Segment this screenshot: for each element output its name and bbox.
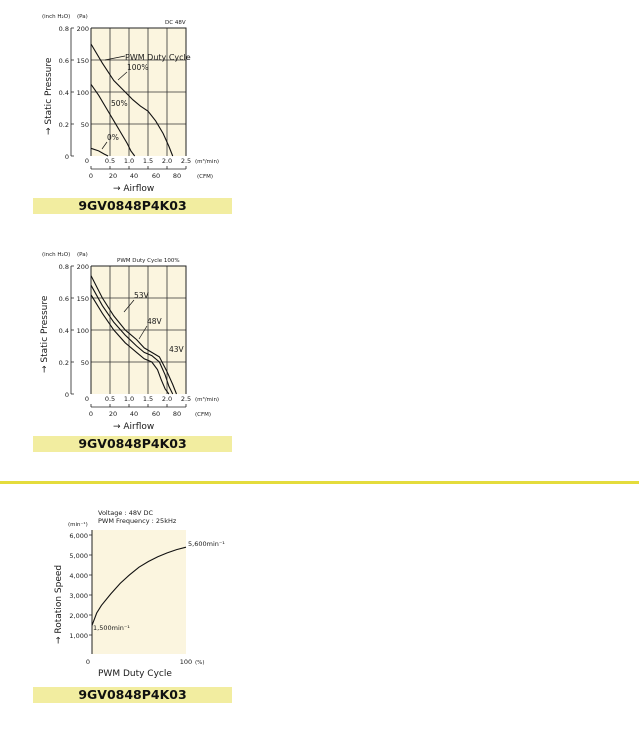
- y-tick: 1,000: [69, 632, 88, 640]
- model-label: 9GV0848P4K03: [33, 198, 232, 214]
- y-tick-pa: 200: [76, 263, 89, 271]
- x-tick-m3: 0.5: [104, 395, 116, 403]
- plot-area: [92, 530, 186, 654]
- y-tick: 5,000: [69, 552, 88, 560]
- voltage-note: DC 48V: [165, 20, 186, 26]
- y-tick-pa: 100: [76, 327, 89, 335]
- x-unit-m3: (m³/min): [195, 159, 220, 165]
- chart-1: [42, 14, 219, 194]
- x-ticks-cfm: [89, 410, 181, 418]
- x-tick-cfm: 0: [88, 172, 94, 180]
- y-tick-pa: 50: [80, 121, 89, 129]
- model-label: 9GV0848P4K03: [33, 687, 232, 703]
- y-tick-inch: 0: [64, 391, 69, 399]
- units-y: (min⁻¹): [68, 522, 88, 528]
- x-axis-title: → Airflow: [113, 422, 155, 432]
- frequency-note: PWM Frequency : 25kHz: [98, 517, 177, 525]
- x-unit-cfm: (CFM): [197, 174, 214, 180]
- y-tick-inch: 0.2: [58, 121, 69, 129]
- cfm-axis: [91, 166, 186, 169]
- cfm-axis: [91, 404, 186, 407]
- x-tick-m3: 1.5: [142, 157, 154, 165]
- x-tick-cfm: 0: [88, 410, 94, 418]
- series-label-43v: 43V: [169, 345, 184, 354]
- annotation-min-speed: 1,500min⁻¹: [93, 624, 130, 632]
- series-label-100: 100%: [127, 63, 149, 72]
- chart-title: PWM Duty Cycle 100%: [117, 258, 180, 264]
- x-tick: 0: [85, 658, 91, 666]
- y-tick-pa: 50: [80, 359, 89, 367]
- y-tick-inch: 0.4: [58, 89, 69, 97]
- y-tick: 4,000: [69, 572, 88, 580]
- series-label-53v: 53V: [134, 291, 149, 300]
- y-tick-inch: 0.2: [58, 359, 69, 367]
- y-ticks: [59, 25, 89, 161]
- x-tick-m3: 2.0: [161, 157, 173, 165]
- y-tick: 2,000: [69, 612, 88, 620]
- y-tick-inch: 0.6: [58, 57, 69, 65]
- x-tick-cfm: 60: [151, 172, 161, 180]
- legend-title: PWM Duty Cycle: [125, 53, 191, 62]
- series-label-0: 0%: [107, 133, 119, 142]
- section-divider: [0, 481, 639, 484]
- y-tick-inch: 0.8: [58, 263, 69, 271]
- series-label-48v: 48V: [147, 317, 162, 326]
- y-tick: 6,000: [69, 532, 88, 540]
- units-pa-label: (Pa): [77, 14, 88, 20]
- x-tick-cfm: 60: [151, 410, 161, 418]
- voltage-note: Voltage : 48V DC: [98, 509, 154, 517]
- y-tick-pa: 100: [76, 89, 89, 97]
- x-tick-m3: 0: [84, 157, 90, 165]
- y-axis-title: → Static Pressure: [44, 57, 54, 135]
- y-tick-inch: 0.4: [58, 327, 69, 335]
- y-ticks: [69, 532, 88, 640]
- y-tick-inch: 0: [64, 153, 69, 161]
- x-tick-m3: 1.0: [123, 395, 135, 403]
- x-tick: 100: [179, 658, 193, 666]
- y-axis-title: → Rotation Speed: [54, 564, 64, 644]
- inch-axis: [71, 266, 74, 394]
- units-inch-label: (inch H₂O): [42, 14, 71, 20]
- x-unit-cfm: (CFM): [195, 412, 212, 418]
- chart-2: [40, 252, 219, 432]
- y-tick-pa: 150: [76, 295, 89, 303]
- x-tick-cfm: 80: [172, 172, 182, 180]
- x-ticks-m3: [85, 395, 191, 403]
- x-tick-cfm: 40: [129, 410, 139, 418]
- units-pa-label: (Pa): [77, 252, 88, 258]
- x-ticks-m3: [85, 157, 191, 165]
- y-tick: 3,000: [69, 592, 88, 600]
- y-ticks: [59, 263, 89, 399]
- x-tick-m3: 2.0: [161, 395, 173, 403]
- series-label-50: 50%: [111, 99, 128, 108]
- x-tick-cfm: 20: [108, 172, 118, 180]
- y-tick-pa: 200: [76, 25, 89, 33]
- units-inch-label: (inch H₂O): [42, 252, 71, 258]
- y-tick-inch: 0.6: [58, 295, 69, 303]
- x-tick-cfm: 80: [172, 410, 182, 418]
- y-tick-inch: 0.8: [58, 25, 69, 33]
- y-axis-title: → Static Pressure: [40, 295, 50, 373]
- y-tick-pa: 150: [76, 57, 89, 65]
- x-tick-m3: 0.5: [104, 157, 116, 165]
- x-tick-m3: 1.0: [123, 157, 135, 165]
- x-tick-cfm: 20: [108, 410, 118, 418]
- model-label: 9GV0848P4K03: [33, 436, 232, 452]
- x-unit: (%): [195, 660, 205, 666]
- annotation-max-speed: 5,600min⁻¹: [188, 540, 225, 548]
- x-tick-m3: 0: [84, 395, 90, 403]
- x-ticks-cfm: [89, 172, 181, 180]
- x-tick-m3: 2.5: [180, 395, 192, 403]
- x-unit-m3: (m³/min): [195, 397, 220, 403]
- inch-axis: [71, 28, 74, 156]
- x-tick-cfm: 40: [129, 172, 139, 180]
- x-tick-m3: 1.5: [142, 395, 154, 403]
- x-tick-m3: 2.5: [180, 157, 192, 165]
- x-axis-title: PWM Duty Cycle: [98, 669, 172, 679]
- x-axis-title: → Airflow: [113, 184, 155, 194]
- chart-3: [54, 509, 225, 679]
